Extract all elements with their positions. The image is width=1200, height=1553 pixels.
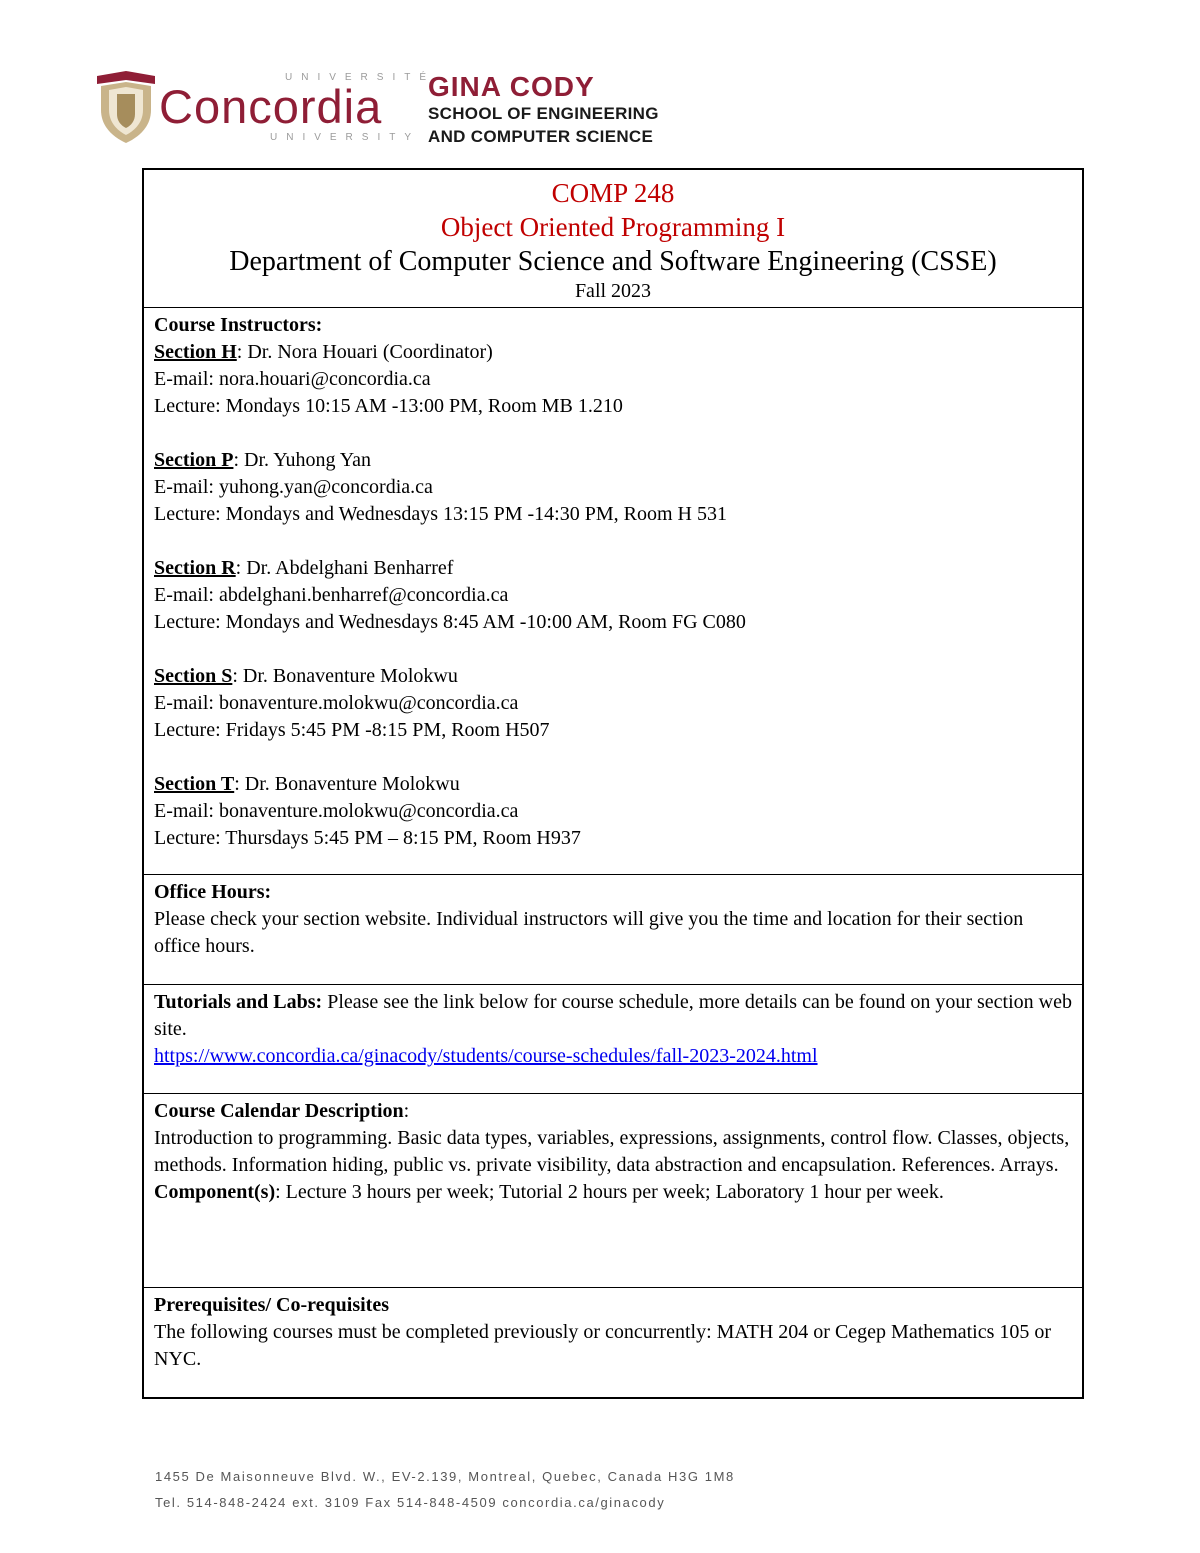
- component-text: : Lecture 3 hours per week; Tutorial 2 hours per week; Laboratory 1 hour per week.: [275, 1181, 944, 1203]
- office-hours-heading: Office Hours:: [154, 881, 272, 903]
- course-code: COMP 248: [551, 178, 675, 208]
- universite-wordmark: UNIVERSITÉ: [285, 72, 436, 83]
- section-block: [154, 771, 1072, 852]
- section-instructor: : Dr. Yuhong Yan: [233, 449, 372, 471]
- tutorials-cell: [144, 984, 1082, 1093]
- section-lecture: Lecture: Mondays and Wednesdays 8:45 AM -10:00 AM, Room FG C080: [154, 611, 746, 633]
- course-term: Fall 2023: [574, 280, 652, 302]
- section-lecture: Lecture: Fridays 5:45 PM -8:15 PM, Room H507: [154, 719, 550, 741]
- section-lecture: Lecture: Mondays and Wednesdays 13:15 PM -14:30 PM, Room H 531: [154, 503, 727, 525]
- tutorials-text: Please see the link below for course schedule, more details can be found on your section web site.: [154, 991, 1072, 1040]
- school-line-2: AND COMPUTER SCIENCE: [428, 127, 654, 146]
- course-outline-table: [142, 168, 1084, 1399]
- section-email: E-mail: abdelghani.benharref@concordia.ca: [154, 584, 509, 606]
- section-instructor: : Dr. Nora Houari (Coordinator): [236, 341, 493, 363]
- section-instructor: : Dr. Bonaventure Molokwu: [232, 665, 458, 687]
- section-label: Section P: [154, 449, 234, 471]
- prerequisites-cell: [144, 1287, 1082, 1397]
- section-label: Section T: [154, 773, 235, 795]
- course-name: Object Oriented Programming I: [440, 212, 786, 242]
- course-title-cell: [144, 170, 1082, 307]
- school-name: GINA CODY: [428, 71, 595, 102]
- section-lecture: Lecture: Thursdays 5:45 PM – 8:15 PM, Room H937: [154, 827, 581, 849]
- section-block: [154, 339, 1072, 420]
- section-label: Section H: [154, 341, 237, 363]
- section-instructor: : Dr. Bonaventure Molokwu: [234, 773, 460, 795]
- prerequisites-heading: Prerequisites/ Co-requisites: [154, 1294, 389, 1316]
- section-block: [154, 447, 1072, 528]
- section-label: Section S: [154, 665, 233, 687]
- section-block: [154, 555, 1072, 636]
- calendar-text: Introduction to programming. Basic data types, variables, expressions, assignments, control flow. Classes, objects, methods. Information hiding, public vs. private visibility, data abstraction and encapsulation. References. Arrays.: [154, 1127, 1070, 1176]
- footer-contact: Tel. 514-848-2424 ext. 3109 Fax 514-848-4509 concordia.ca/ginacody: [155, 1495, 666, 1510]
- letterhead: [95, 66, 715, 150]
- instructors-heading: Course Instructors:: [154, 314, 323, 336]
- office-hours-text: Please check your section website. Individual instructors will give you the time and location for their section office hours.: [154, 908, 1024, 957]
- calendar-heading: Course Calendar Description: [154, 1100, 404, 1122]
- section-instructor: : Dr. Abdelghani Benharref: [235, 557, 454, 579]
- instructors-cell: [144, 307, 1082, 874]
- prerequisites-text: The following courses must be completed previously or concurrently: MATH 204 or Cegep Mathematics 105 or NYC.: [154, 1321, 1052, 1370]
- school-name-block: [428, 72, 659, 148]
- section-email: E-mail: yuhong.yan@concordia.ca: [154, 476, 433, 498]
- calendar-description-cell: [144, 1093, 1082, 1287]
- section-lecture: Lecture: Mondays 10:15 AM -13:00 PM, Room MB 1.210: [154, 395, 623, 417]
- section-label: Section R: [154, 557, 236, 579]
- calendar-heading-colon: :: [403, 1100, 410, 1122]
- university-wordmark: UNIVERSITY: [270, 132, 421, 143]
- section-block: [154, 663, 1072, 744]
- section-email: E-mail: nora.houari@concordia.ca: [154, 368, 431, 390]
- concordia-crest-icon: [95, 70, 157, 144]
- office-hours-cell: [144, 874, 1082, 984]
- section-email: E-mail: bonaventure.molokwu@concordia.ca: [154, 692, 519, 714]
- section-email: E-mail: bonaventure.molokwu@concordia.ca: [154, 800, 519, 822]
- department-name: Department of Computer Science and Software Engineering (CSSE): [229, 246, 997, 277]
- component-label: Component(s): [154, 1181, 276, 1203]
- footer-address: 1455 De Maisonneuve Blvd. W., EV-2.139, Montreal, Quebec, Canada H3G 1M8: [155, 1469, 735, 1484]
- course-schedule-link[interactable]: https://www.concordia.ca/ginacody/students/course-schedules/fall-2023-2024.html: [154, 1045, 818, 1067]
- school-line-1: SCHOOL OF ENGINEERING: [428, 104, 659, 123]
- tutorials-heading: Tutorials and Labs:: [154, 991, 323, 1013]
- footer-address-block: [155, 1464, 735, 1516]
- concordia-wordmark: Concordia: [159, 80, 383, 133]
